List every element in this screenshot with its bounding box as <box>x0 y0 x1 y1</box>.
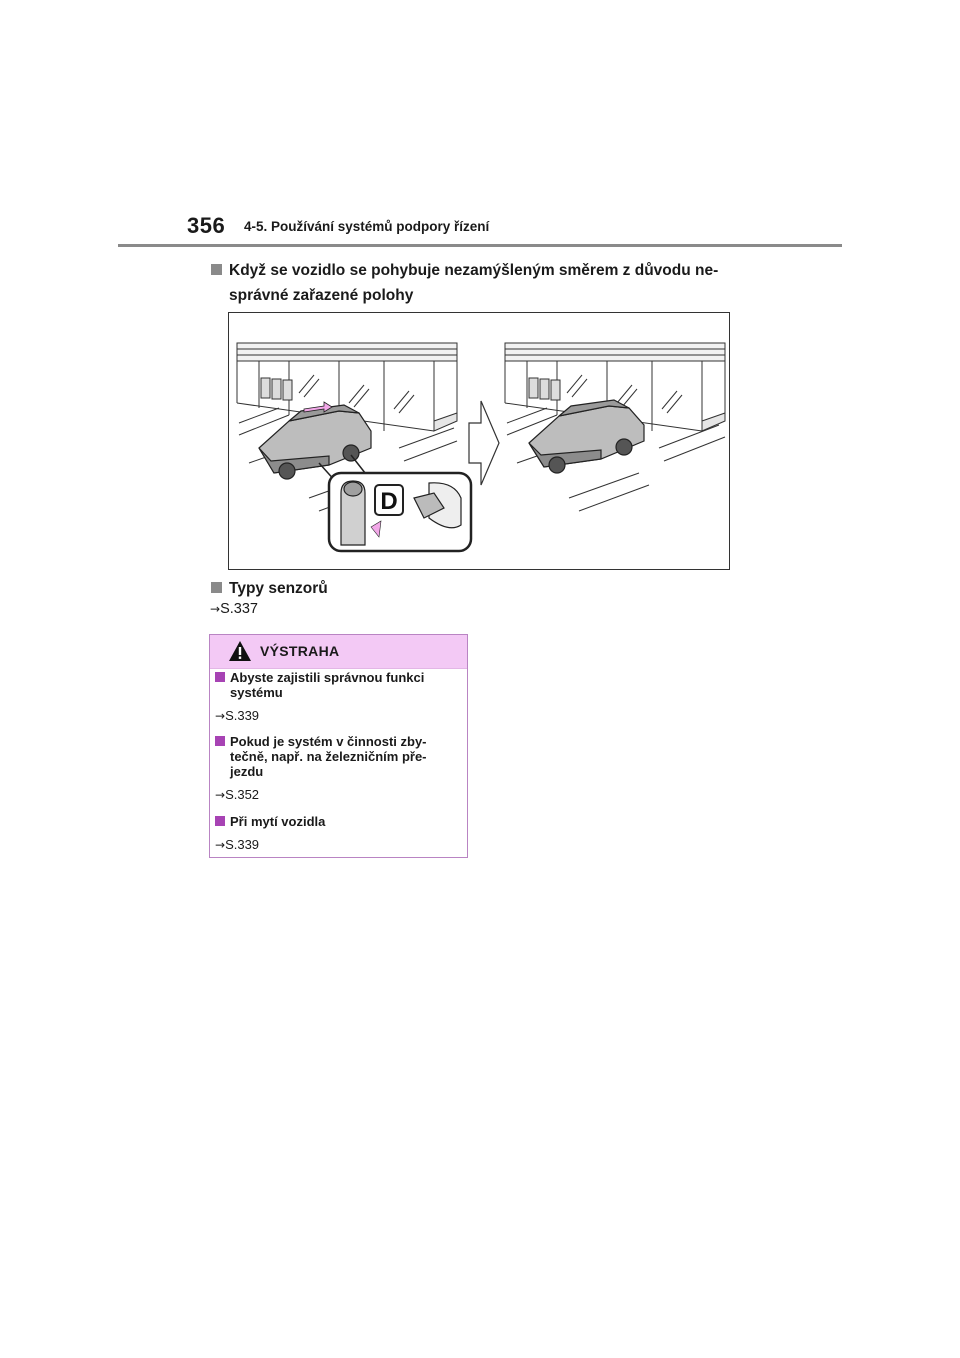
square-bullet-icon <box>215 816 225 826</box>
illustration-gear-misposition <box>228 312 730 570</box>
gear-d-label: D <box>380 488 398 515</box>
heading-line-1: Když se vozidlo se pohybuje nezamýšleným směrem z důvodu ne- <box>229 262 719 279</box>
square-bullet-icon <box>211 582 222 593</box>
warning-header <box>210 635 467 669</box>
illustration-drawing <box>229 313 731 571</box>
arrow-right-icon: → <box>210 602 221 616</box>
section-heading-sensor-types: Typy senzorů <box>211 576 328 601</box>
chapter-title: 4-5. Používání systémů podpory řízení <box>244 219 490 234</box>
square-bullet-icon <box>215 736 225 746</box>
warning-box <box>209 634 468 858</box>
square-bullet-icon <box>215 672 225 682</box>
heading-line-2: správné zařazené polohy <box>229 287 414 304</box>
warning-title: VÝSTRAHA <box>260 643 340 659</box>
reference-link[interactable]: →S.339 <box>215 708 260 723</box>
warning-item: Pokud je systém v činnosti zby- tečně, např. na železničním pře- jezdu →S.352 <box>215 734 460 802</box>
warning-item: Abyste zajistili správnou funkci systému →S.339 <box>215 670 460 723</box>
square-bullet-icon <box>211 264 222 275</box>
warning-triangle-icon <box>228 640 252 662</box>
page-number: 356 <box>187 213 226 238</box>
reference-link[interactable]: →S.339 <box>215 837 260 852</box>
warning-item: Při mytí vozidla →S.339 <box>215 814 460 852</box>
reference-link-sensor-types[interactable]: →S.337 <box>210 601 258 617</box>
section-heading-unintended-movement <box>211 258 718 308</box>
reference-link[interactable]: →S.352 <box>215 787 260 802</box>
header-divider <box>118 244 842 247</box>
